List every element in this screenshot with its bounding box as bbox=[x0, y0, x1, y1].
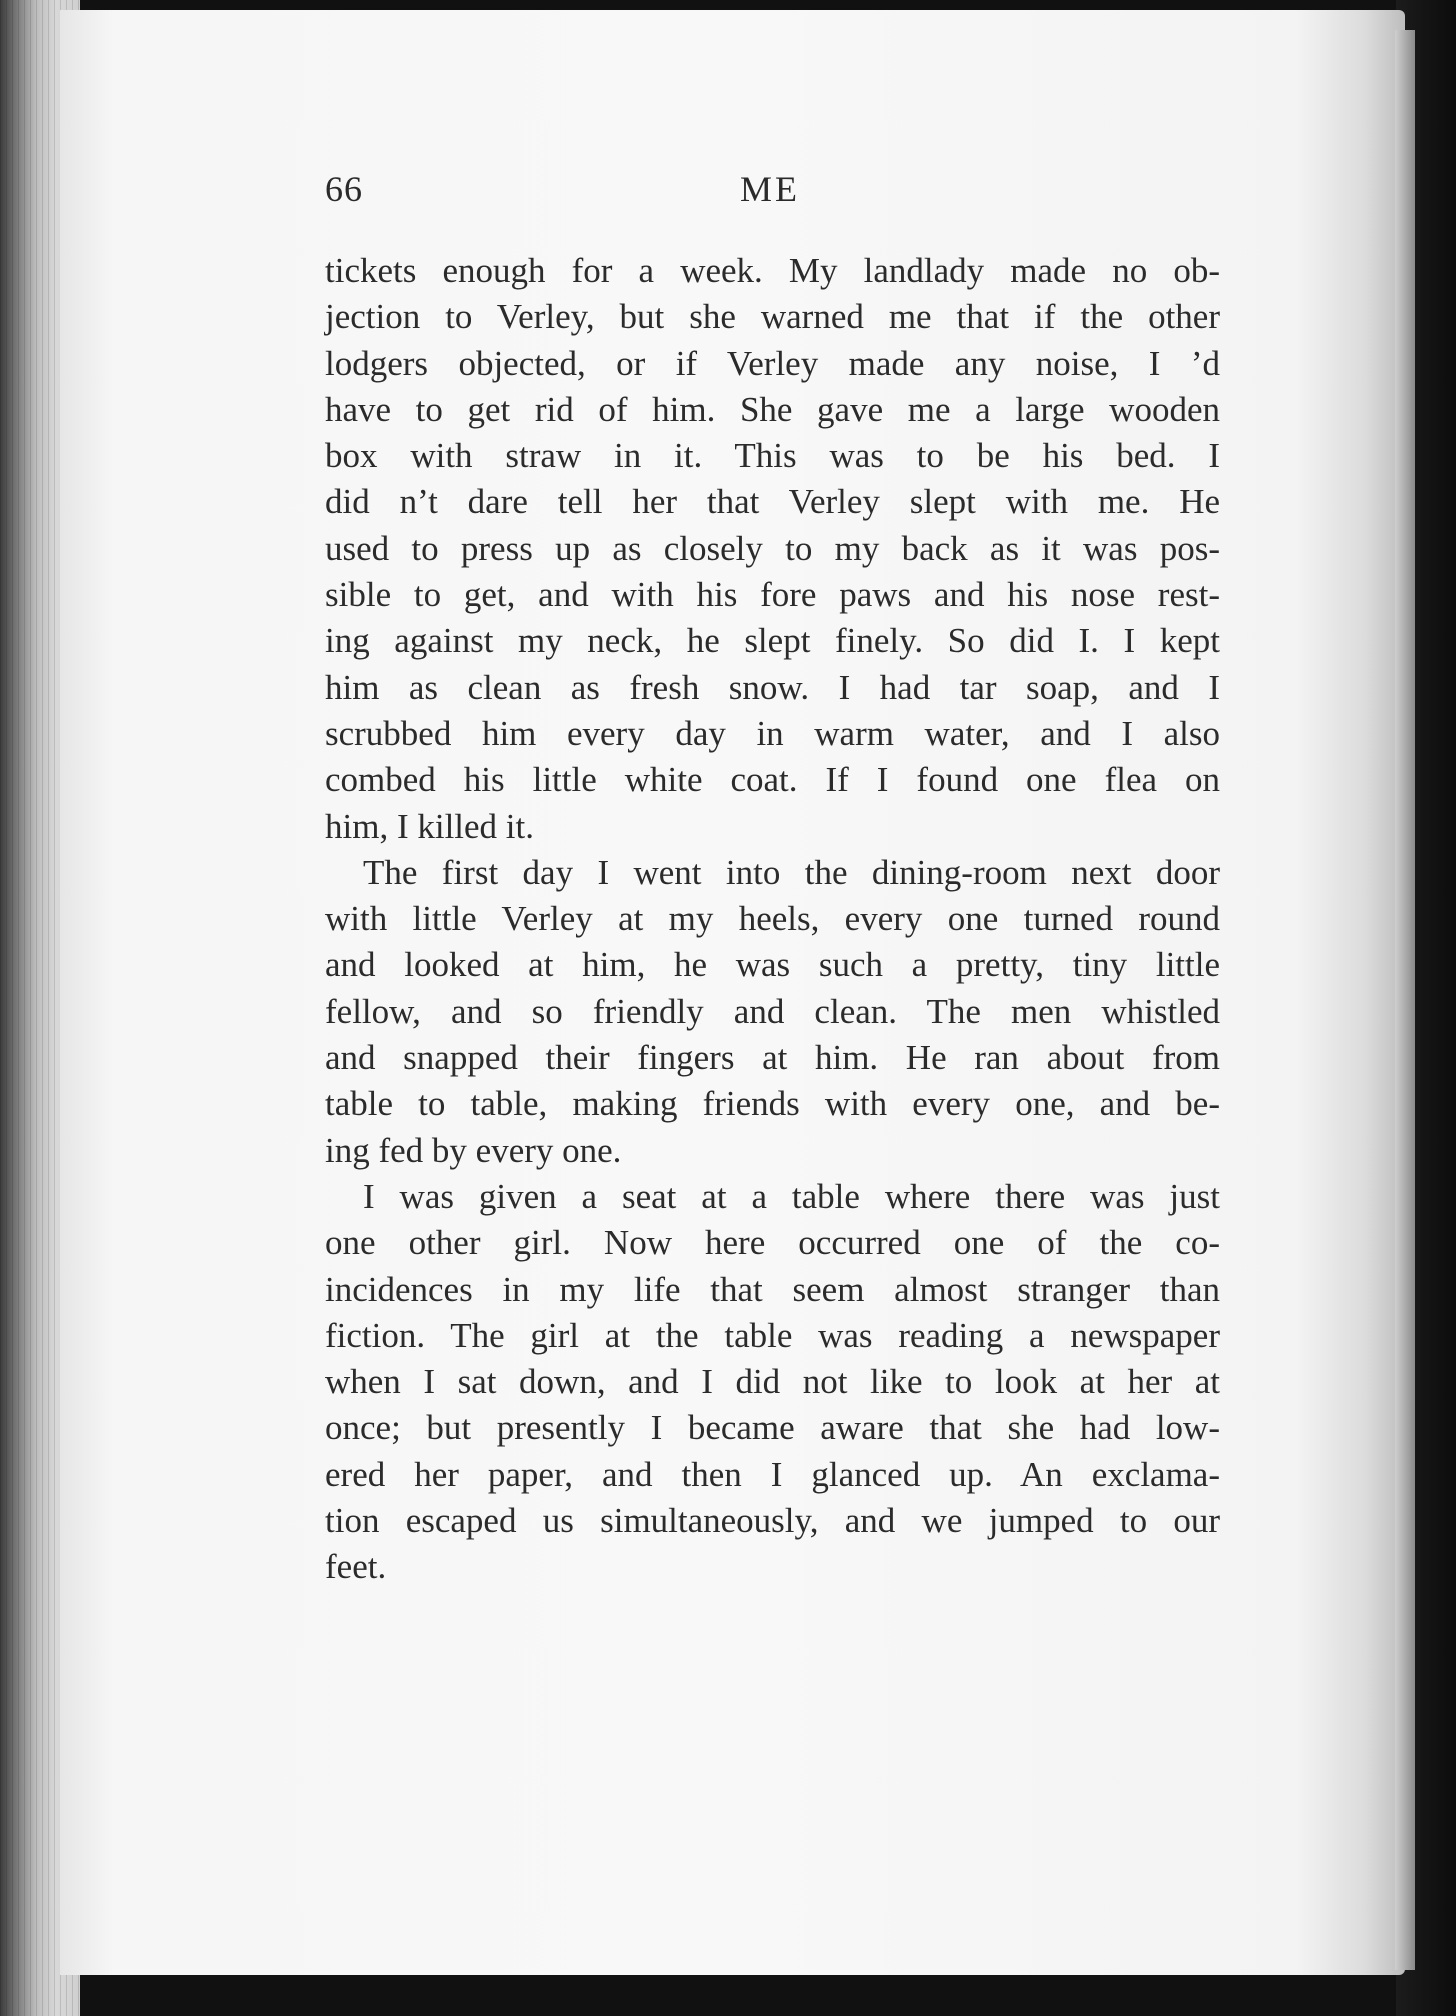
text-line: I was given a seat at a table where there was just bbox=[363, 1176, 1220, 1216]
text-line: ered her paper, and then I glanced up. An exclama- bbox=[325, 1454, 1220, 1494]
text-line: tion escaped us simultaneously, and we jumped to our bbox=[325, 1501, 1220, 1541]
text-line: tickets enough for a week. My landlady made no ob- bbox=[325, 251, 1220, 290]
text-line: used to press up as closely to my back as it was pos- bbox=[325, 528, 1220, 568]
text-line: lodgers objected, or if Verley made any noise, I ’d bbox=[325, 343, 1220, 383]
text-line: with little Verley at my heels, every one turned round bbox=[325, 899, 1220, 939]
text-line: ing fed by every one. bbox=[325, 1130, 622, 1170]
text-line: table to table, making friends with every one, and be- bbox=[325, 1084, 1220, 1124]
running-head: ME bbox=[740, 169, 800, 209]
text-line: sible to get, and with his fore paws and his nose rest- bbox=[325, 575, 1220, 615]
text-line: have to get rid of him. She gave me a large wooden bbox=[325, 389, 1220, 429]
text-line: once; but presently I became aware that she had low- bbox=[325, 1408, 1220, 1448]
text-line: fellow, and so friendly and clean. The men whistled bbox=[325, 991, 1220, 1031]
text-line: him, I killed it. bbox=[325, 806, 535, 846]
text-line: and looked at him, he was such a pretty, tiny little bbox=[325, 945, 1220, 985]
page-number: 66 bbox=[325, 169, 363, 209]
text-line: did n’t dare tell her that Verley slept with me. He bbox=[325, 482, 1220, 522]
text-line: when I sat down, and I did not like to look at her at bbox=[325, 1362, 1220, 1402]
text-line: box with straw in it. This was to be his bed. I bbox=[325, 436, 1220, 476]
text-line: and snapped their fingers at him. He ran about from bbox=[325, 1038, 1220, 1078]
page-header bbox=[325, 168, 1215, 228]
text-line: feet. bbox=[325, 1547, 387, 1587]
text-line: one other girl. Now here occurred one of the co- bbox=[325, 1223, 1220, 1263]
text-line: combed his little white coat. If I found one flea on bbox=[325, 760, 1220, 800]
page-right-curl bbox=[1395, 30, 1415, 1970]
text-line: fiction. The girl at the table was reading a newspaper bbox=[325, 1315, 1220, 1355]
text-line: him as clean as fresh snow. I had tar soap, and I bbox=[325, 667, 1220, 707]
text-line: incidences in my life that seem almost stranger than bbox=[325, 1269, 1220, 1309]
text-line: The first day I went into the dining-room next door bbox=[363, 852, 1220, 892]
text-line: ing against my neck, he slept finely. So did I. I kept bbox=[325, 621, 1220, 661]
text-line: scrubbed him every day in warm water, and I also bbox=[325, 713, 1220, 753]
text-line: jection to Verley, but she warned me that if the other bbox=[325, 297, 1220, 337]
page-body-text bbox=[325, 248, 1220, 1591]
